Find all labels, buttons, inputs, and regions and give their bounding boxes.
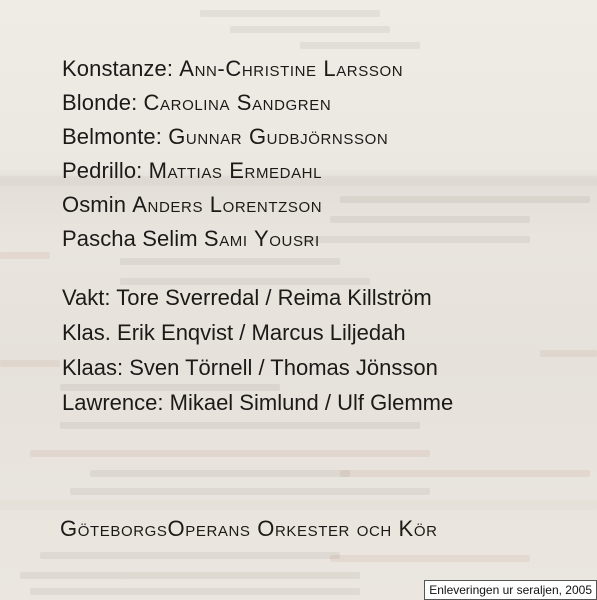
cast-line <box>62 188 582 222</box>
cast-line <box>62 86 582 120</box>
singer-name: Gunnar Gudbjörnsson <box>168 124 389 149</box>
role-name: Pedrillo: <box>62 158 143 183</box>
role-name: Konstanze: <box>62 56 174 81</box>
cast-line <box>62 154 582 188</box>
minor-role-line: Vakt: Tore Sverredal / Reima Killström <box>62 285 432 310</box>
spacer <box>62 256 582 280</box>
singer-name: Anders Lorentzson <box>132 192 323 217</box>
singer-name: Ann-Christine Larsson <box>179 56 404 81</box>
singer-name: Sami Yousri <box>203 226 320 251</box>
role-name: Pascha Selim <box>62 226 198 251</box>
minor-role-line: Klaas: Sven Törnell / Thomas Jönsson <box>62 355 438 380</box>
role-name: Osmin <box>62 192 127 217</box>
role-name: Blonde: <box>62 90 138 115</box>
image-caption: Enleveringen ur seraljen, 2005 <box>424 580 597 600</box>
cast-line <box>62 52 582 86</box>
cast-line <box>62 120 582 154</box>
singer-name: Carolina Sandgren <box>143 90 332 115</box>
minor-role-line: Lawrence: Mikael Simlund / Ulf Glemme <box>62 390 454 415</box>
cast-line <box>62 222 582 256</box>
minor-role-line: Klas. Erik Enqvist / Marcus Liljedah <box>62 320 406 345</box>
singer-name: Mattias Ermedahl <box>148 158 323 183</box>
ensemble-credit: GöteborgsOperans Orkester och Kör <box>60 516 438 541</box>
role-name: Belmonte: <box>62 124 162 149</box>
cast-list <box>62 52 582 420</box>
